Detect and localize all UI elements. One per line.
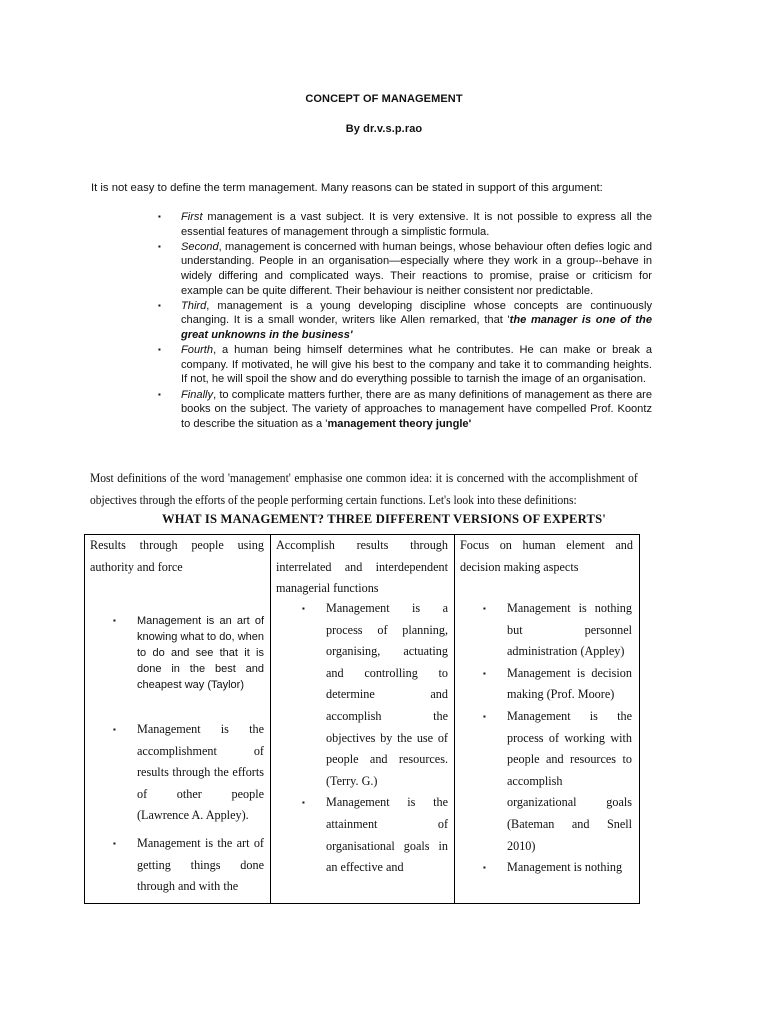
reasons-list [158, 210, 652, 432]
definitions-paragraph: Most definitions of the word 'management' emphasise one common idea: it is concerned with the accomplishment of objectives through the efforts of the people performing certain functions. Let's look into these definitions: [90, 471, 638, 507]
bullet-marker: ▪ [158, 300, 161, 310]
reason-text: , management is concerned with human beings, whose behaviour often defies logic and understanding. People in an organisation—especially where they work in a group--behave in widely differing and complicated ways. Their reactions to promise, praise or criticism for example can be quite different. Their behaviour is neither consistent nor predictable. [181, 240, 652, 297]
definition-text: Management is a process of planning, organising, actuating and controlling to determine and accomplish the objectives by the use of people and resources. (Terry. G.) [326, 601, 448, 788]
bullet-marker: ▪ [113, 838, 116, 848]
bullet-marker: ▪ [158, 389, 161, 399]
document-title: CONCEPT OF MANAGEMENT [305, 93, 463, 105]
reason-quote: the manager is one of the great unknowns in the business' [181, 314, 652, 341]
column-list [113, 719, 264, 898]
table-title: WHAT IS MANAGEMENT? THREE DIFFERENT VERSIONS OF EXPERTS' [161, 512, 607, 526]
reason-item [158, 240, 652, 298]
bullet-marker: ▪ [113, 616, 116, 625]
bullet-marker: ▪ [158, 212, 161, 221]
column-list [302, 598, 448, 879]
definition-item [302, 792, 448, 878]
definition-item [483, 663, 632, 706]
definition-text: Management is nothing [507, 860, 623, 875]
column-list [113, 613, 264, 693]
column-header: Focus on human element and decision making aspects [460, 538, 633, 574]
definitions-table [84, 534, 640, 904]
definition-text: Management is decision making (Prof. Moore) [507, 665, 632, 702]
reason-text: , management is a young developing discipline whose concepts are continuously changing. It is a small wonder, writers like Allen remarked, that ' [181, 299, 652, 327]
bullet-marker: ▪ [302, 604, 305, 613]
bullet-marker: ▪ [483, 604, 486, 613]
reason-lead: Second [181, 240, 219, 253]
reason-lead: First [181, 211, 203, 223]
reason-item [158, 299, 652, 343]
definition-text: Management is the attainment of organisational goals in an effective and [326, 795, 448, 875]
definition-item [483, 857, 632, 879]
bullet-marker: ▪ [483, 711, 486, 721]
definition-item [113, 613, 264, 693]
reason-item [158, 343, 652, 387]
reason-text: management is a vast subject. It is very extensive. It is not possible to express all the essential features of management through a simplistic formula. [181, 211, 652, 238]
intro-text: It is not easy to define the term management. Many reasons can be stated in support of this argument: [91, 182, 603, 194]
document-author: By dr.v.s.p.rao [345, 123, 423, 135]
column-header: Results through people using authority and force [90, 538, 264, 574]
column-list [483, 598, 632, 879]
reason-lead: Fourth [181, 344, 214, 357]
definition-text: Management is the art of getting things done through and with the [137, 835, 264, 894]
bullet-marker: ▪ [113, 725, 116, 734]
reason-lead: Third [181, 299, 207, 312]
definition-text: Management is nothing but personnel administration (Appley) [507, 601, 632, 659]
reason-text: , a human being himself determines what he contributes. He can make or break a company. If motivated, he will give his best to the company and take it to commanding heights. If not, he will spoil the show and do everything possible to tarnish the image of an organisation. [181, 344, 652, 386]
bullet-marker: ▪ [483, 863, 486, 873]
reason-text: , to complicate matters further, there are as many definitions of management as there are books on the subject. The variety of approaches to management have compelled Prof. Koontz to describe the situation as a ' [181, 388, 652, 430]
definition-item [302, 598, 448, 792]
table-column-human-element [455, 535, 639, 903]
bullet-marker: ▪ [158, 241, 161, 251]
reason-item [158, 388, 652, 432]
definition-text: Management is the process of working with people and resources to accomplish organizational goals (Bateman and Snell 2010) [507, 708, 632, 853]
reason-item [158, 210, 652, 239]
bullet-marker: ▪ [483, 668, 486, 678]
definition-item [113, 719, 264, 827]
bullet-marker: ▪ [302, 798, 305, 808]
column-header: Accomplish results through interrelated and interdependent managerial functions [276, 538, 448, 596]
definition-text: Management is an art of knowing what to do, when to do and see that it is done in the best and cheapest way (Taylor) [137, 615, 264, 691]
definition-item [483, 598, 632, 663]
definition-item [113, 833, 264, 898]
reason-quote: management theory jungle' [327, 417, 472, 430]
bullet-marker: ▪ [158, 345, 161, 355]
definition-text: Management is the accomplishment of results through the efforts of other people (Lawrence A. Appley). [137, 722, 264, 823]
definition-item [483, 706, 632, 857]
table-column-authority [85, 535, 271, 903]
table-column-functions [271, 535, 455, 903]
reason-lead: Finally [181, 388, 214, 401]
